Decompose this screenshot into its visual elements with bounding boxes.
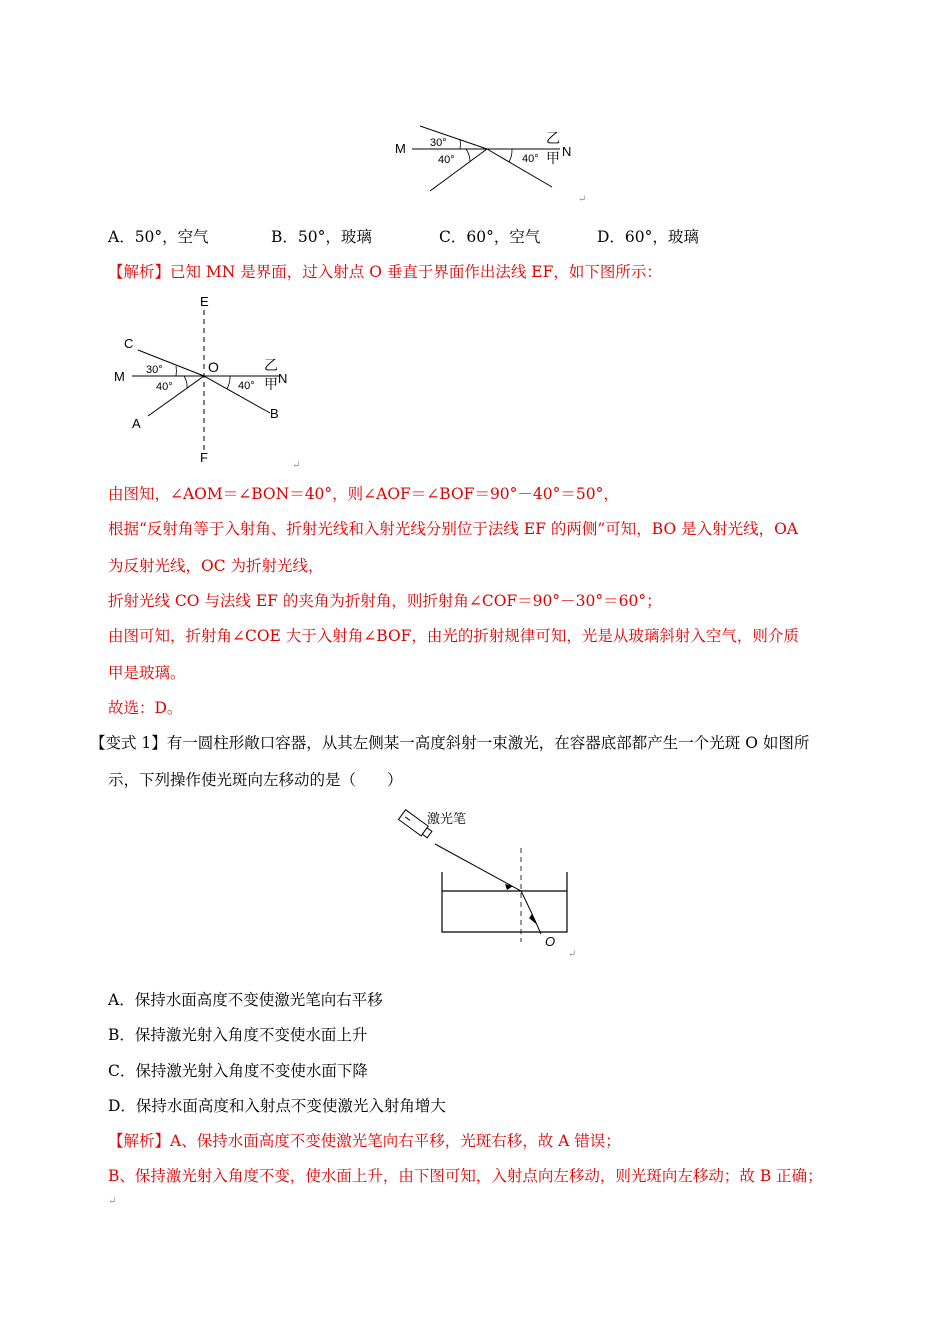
option-b: B．50°，玻璃	[271, 228, 372, 246]
label-N: N	[278, 371, 288, 386]
label-B: B	[270, 406, 279, 421]
option-d: D．60°，玻璃	[597, 228, 699, 246]
variant-analysis-line-1: 【解析】A、保持水面高度不变使激光笔向右平移，光斑右移，故 A 错误；	[108, 1132, 621, 1150]
figure-laser-container	[395, 806, 580, 956]
label-E: E	[200, 294, 209, 309]
variant-option-d: D．保持水面高度和入射点不变使激光入射角增大	[108, 1097, 446, 1115]
variant-question-line-2: 示，下列操作使光斑向左移动的是（ ）	[108, 771, 403, 789]
label-M: M	[114, 369, 125, 384]
analysis-line-6: 甲是玻璃。	[108, 664, 186, 682]
label-M: M	[395, 141, 406, 156]
medium-top-label: 乙	[546, 130, 560, 146]
variant-option-c: C．保持激光射入角度不变使水面下降	[108, 1062, 368, 1080]
option-a: A．50°，空气	[108, 228, 209, 246]
medium-top-label: 乙	[264, 357, 278, 373]
variant-question-line-1: 【变式 1】有一圆柱形敞口容器，从其左侧某一高度斜射一束激光，在容器底部都产生一个光斑 O 如图所	[90, 734, 810, 752]
para-mark: ↵	[108, 1196, 117, 1207]
variant-option-a: A．保持水面高度不变使激光笔向右平移	[108, 991, 383, 1009]
angle-30-label: 30°	[430, 137, 447, 149]
label-A: A	[132, 416, 141, 431]
analysis-line-5: 由图可知，折射角∠COE 大于入射角∠BOF，由光的折射规律可知，光是从玻璃斜射入空气，则介质	[108, 627, 799, 645]
figure-reflection-refraction-2	[110, 292, 305, 467]
laser-pen-label: 激光笔	[427, 811, 467, 826]
variant-option-b: B．保持激光射入角度不变使水面上升	[108, 1026, 368, 1044]
analysis-line-4: 折射光线 CO 与法线 EF 的夹角为折射角，则折射角∠COF＝90°－30°＝60°；	[108, 592, 662, 610]
para-mark: ↵	[578, 194, 587, 205]
figure-reflection-refraction-1	[390, 125, 590, 200]
option-c: C．60°，空气	[439, 228, 541, 246]
angle-30-label: 30°	[146, 364, 163, 376]
analysis-intro: 【解析】已知 MN 是界面，过入射点 O 垂直于界面作出法线 EF，如下图所示：	[108, 263, 662, 281]
medium-bottom-label: 甲	[546, 150, 560, 166]
analysis-line-1: 由图知，∠AOM＝∠BON＝40°，则∠AOF＝∠BOF＝90°－40°＝50°，	[108, 485, 619, 503]
angle-40-left-label: 40°	[156, 381, 173, 393]
analysis-line-2: 根据“反射角等于入射角、折射光线和入射光线分别位于法线 EF 的两侧”可知，BO 是入射光线，OA	[108, 520, 798, 538]
label-F: F	[200, 450, 208, 465]
para-mark: ↵	[292, 460, 301, 471]
angle-40-left-label: 40°	[438, 154, 455, 166]
analysis-answer: 故选：D。	[108, 699, 183, 717]
angle-40-right-label: 40°	[238, 380, 255, 392]
medium-bottom-label: 甲	[264, 376, 278, 392]
variant-analysis-line-2: B、保持激光射入角度不变，使水面上升，由下图可知，入射点向左移动，则光斑向左移动；故 B 正确；	[108, 1167, 823, 1185]
para-mark: ↵	[568, 949, 577, 960]
angle-40-right-label: 40°	[522, 153, 539, 165]
label-C: C	[124, 336, 134, 351]
spot-label-O: O	[545, 934, 556, 949]
label-N: N	[562, 144, 572, 159]
label-O: O	[208, 359, 219, 375]
analysis-line-3: 为反射光线，OC 为折射光线，	[108, 557, 324, 575]
